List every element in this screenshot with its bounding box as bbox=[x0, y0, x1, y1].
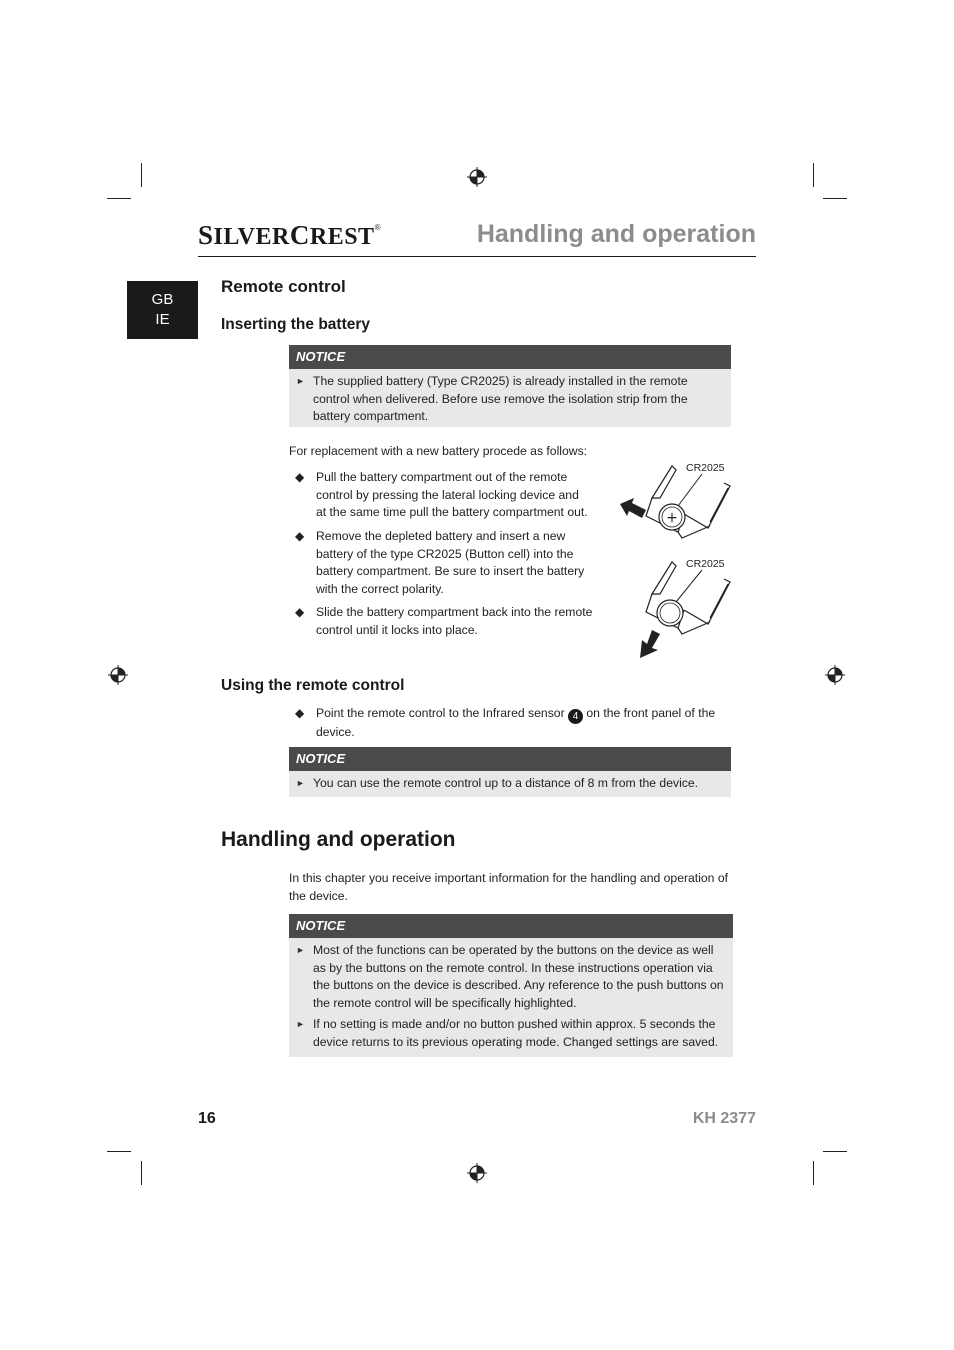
language-tab bbox=[127, 281, 198, 339]
crop-mark bbox=[107, 198, 131, 199]
subheading-inserting-battery: Inserting the battery bbox=[221, 316, 370, 333]
plus-sign: + bbox=[666, 510, 678, 526]
notice-text: The supplied battery (Type CR2025) is already installed in the remote control when delivered. Before use remove the isolation strip from the battery compartment. bbox=[313, 374, 688, 423]
logo-letters: ILVER bbox=[213, 224, 290, 250]
handling-intro: In this chapter you receive important information for the handling and operation of the device. bbox=[289, 871, 729, 903]
registration-mark-icon bbox=[825, 665, 845, 685]
crop-mark bbox=[107, 1151, 131, 1152]
triangle-right-icon: ► bbox=[296, 376, 305, 386]
list-item bbox=[289, 604, 599, 639]
section-heading-remote-control: Remote control bbox=[221, 277, 346, 296]
leader-line bbox=[676, 570, 702, 602]
crop-mark bbox=[141, 163, 142, 187]
language-code: IE bbox=[155, 311, 170, 328]
triangle-right-icon: ► bbox=[296, 778, 305, 788]
notice-item bbox=[296, 942, 725, 1012]
diamond-icon: ◆ bbox=[295, 706, 305, 720]
crop-mark bbox=[813, 1161, 814, 1185]
crop-mark bbox=[823, 1151, 847, 1152]
step-text: Pull the battery compartment out of the remote control by pressing the lateral locking device and at the same time pull the battery compartment out. bbox=[316, 470, 588, 519]
pull-arrow-icon bbox=[640, 630, 660, 658]
header-title: Handling and operation bbox=[476, 220, 756, 248]
list-item bbox=[289, 528, 589, 598]
push-arrow-icon bbox=[620, 498, 646, 518]
page-number: 16 bbox=[198, 1110, 216, 1127]
battery-label: CR2025 bbox=[686, 558, 725, 570]
notice-box bbox=[289, 747, 731, 797]
logo-letter: S bbox=[198, 220, 214, 250]
battery-compartment-bottom bbox=[646, 562, 730, 634]
triangle-right-icon: ► bbox=[296, 945, 305, 955]
notice-item bbox=[296, 775, 723, 793]
list-item bbox=[289, 469, 589, 522]
battery-cell bbox=[657, 600, 683, 626]
registered-mark: ® bbox=[374, 223, 381, 232]
notice-label: NOTICE bbox=[289, 747, 731, 771]
crop-mark bbox=[141, 1161, 142, 1185]
brand-logo bbox=[198, 220, 381, 251]
section-heading-handling: Handling and operation bbox=[221, 828, 456, 851]
model-number: KH 2377 bbox=[692, 1110, 756, 1127]
triangle-right-icon: ► bbox=[296, 1019, 305, 1029]
step-text: Point the remote control to the Infrared sensor bbox=[316, 706, 569, 720]
step-text: on the front panel of the device. bbox=[316, 706, 716, 739]
language-code: GB bbox=[151, 291, 174, 308]
header-rule bbox=[198, 256, 756, 257]
registration-mark-icon bbox=[467, 1163, 487, 1183]
logo-letter: C bbox=[289, 220, 310, 250]
notice-text: You can use the remote control up to a distance of 8 m from the device. bbox=[313, 776, 699, 790]
reference-number-badge: 4 bbox=[568, 709, 583, 724]
notice-label: NOTICE bbox=[289, 914, 733, 938]
subheading-using-remote: Using the remote control bbox=[221, 677, 405, 694]
battery-compartment-top bbox=[646, 466, 730, 538]
diamond-icon: ◆ bbox=[295, 605, 305, 619]
list-item bbox=[289, 705, 731, 742]
crop-mark bbox=[813, 163, 814, 187]
registration-mark-icon bbox=[467, 167, 487, 187]
crop-mark bbox=[823, 198, 847, 199]
diamond-icon: ◆ bbox=[295, 470, 305, 484]
notice-label: NOTICE bbox=[289, 345, 731, 369]
notice-box bbox=[289, 345, 731, 427]
notice-text: If no setting is made and/or no button pushed within approx. 5 seconds the device returns to its previous operating mode. Changed settings are saved. bbox=[313, 1017, 719, 1049]
notice-item bbox=[296, 1016, 725, 1051]
notice-text: Most of the functions can be operated by the buttons on the device as well as by the buttons on the remote control. In these instructions operation via the buttons on the device is described. Any reference to the push buttons on the remote control will be specifically highlighted. bbox=[313, 943, 724, 1010]
diamond-icon: ◆ bbox=[295, 529, 305, 543]
battery-label: CR2025 bbox=[686, 462, 725, 474]
step-text: Slide the battery compartment back into the remote control until it locks into place. bbox=[316, 605, 593, 637]
battery-replacement-figure bbox=[612, 458, 738, 663]
step-text: Remove the depleted battery and insert a new battery of the type CR2025 (Button cell) into the battery compartment. Be sure to insert the battery with the correct polarity. bbox=[316, 529, 585, 596]
logo-letters: REST bbox=[309, 224, 375, 250]
notice-box bbox=[289, 914, 733, 1057]
notice-item bbox=[296, 373, 723, 426]
registration-mark-icon bbox=[108, 665, 128, 685]
leader-line bbox=[678, 474, 702, 506]
replacement-intro: For replacement with a new battery procede as follows: bbox=[289, 444, 588, 458]
